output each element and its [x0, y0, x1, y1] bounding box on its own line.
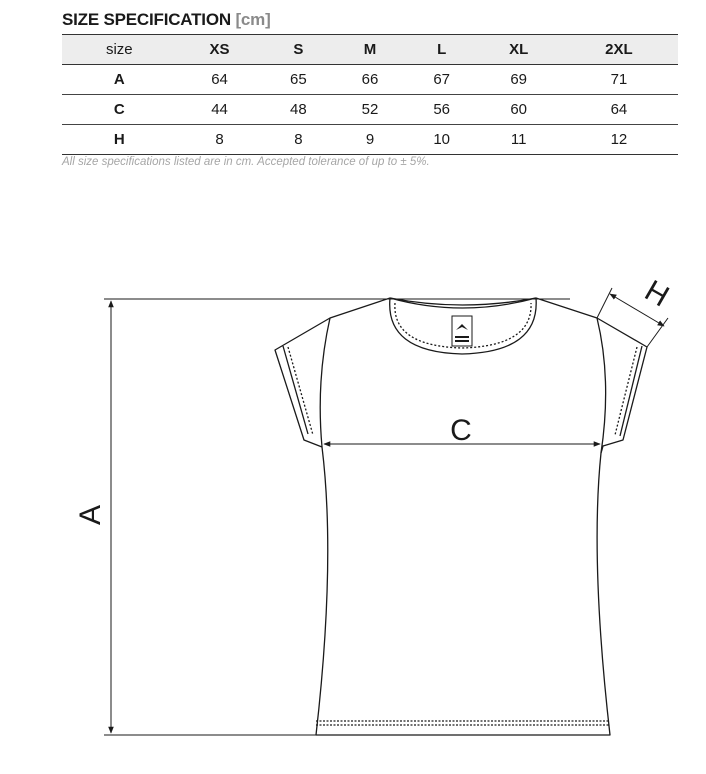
table-cell: 8 [177, 125, 263, 155]
table-cell: 60 [478, 95, 560, 125]
shirt-outline [275, 298, 647, 735]
right-sleeve-seam [597, 318, 606, 453]
left-sleeve-cuff [283, 346, 308, 434]
table-cell: 10 [406, 125, 478, 155]
row-label: H [62, 125, 177, 155]
table-cell: 9 [334, 125, 406, 155]
length-label: A [74, 504, 107, 526]
table-cell: 8 [263, 125, 335, 155]
title-text: SIZE SPECIFICATION [62, 10, 231, 29]
table-cell: 64 [177, 65, 263, 95]
left-sleeve-cuff-stitch [288, 347, 313, 435]
table-cell: 65 [263, 65, 335, 95]
tolerance-note: All size specifications listed are in cm. Accepted tolerance of up to ± 5%. [62, 156, 430, 168]
table-cell: 12 [560, 125, 678, 155]
size-header-cell: XL [478, 35, 560, 65]
sleeve-label: H [639, 274, 675, 314]
size-header-cell: M [334, 35, 406, 65]
title-unit: [cm] [235, 10, 271, 29]
table-cell: 44 [177, 95, 263, 125]
table-cell: 64 [560, 95, 678, 125]
size-header-cell: L [406, 35, 478, 65]
right-sleeve-cuff [620, 346, 642, 436]
table-cell: 67 [406, 65, 478, 95]
right-sleeve-cuff-stitch [615, 347, 637, 435]
size-header-cell: S [263, 35, 335, 65]
size-header-label: size [62, 35, 177, 65]
size-header-cell: XS [177, 35, 263, 65]
table-cell: 69 [478, 65, 560, 95]
left-sleeve-seam [320, 318, 330, 447]
size-header-cell: 2XL [560, 35, 678, 65]
table-cell: 11 [478, 125, 560, 155]
row-label: A [62, 65, 177, 95]
chest-label: C [450, 414, 472, 447]
table-cell: 71 [560, 65, 678, 95]
table-cell: 66 [334, 65, 406, 95]
table-cell: 52 [334, 95, 406, 125]
table-cell: 56 [406, 95, 478, 125]
sleeve-guide-1 [597, 288, 612, 318]
table-cell: 48 [263, 95, 335, 125]
row-label: C [62, 95, 177, 125]
label-tag [452, 316, 472, 346]
